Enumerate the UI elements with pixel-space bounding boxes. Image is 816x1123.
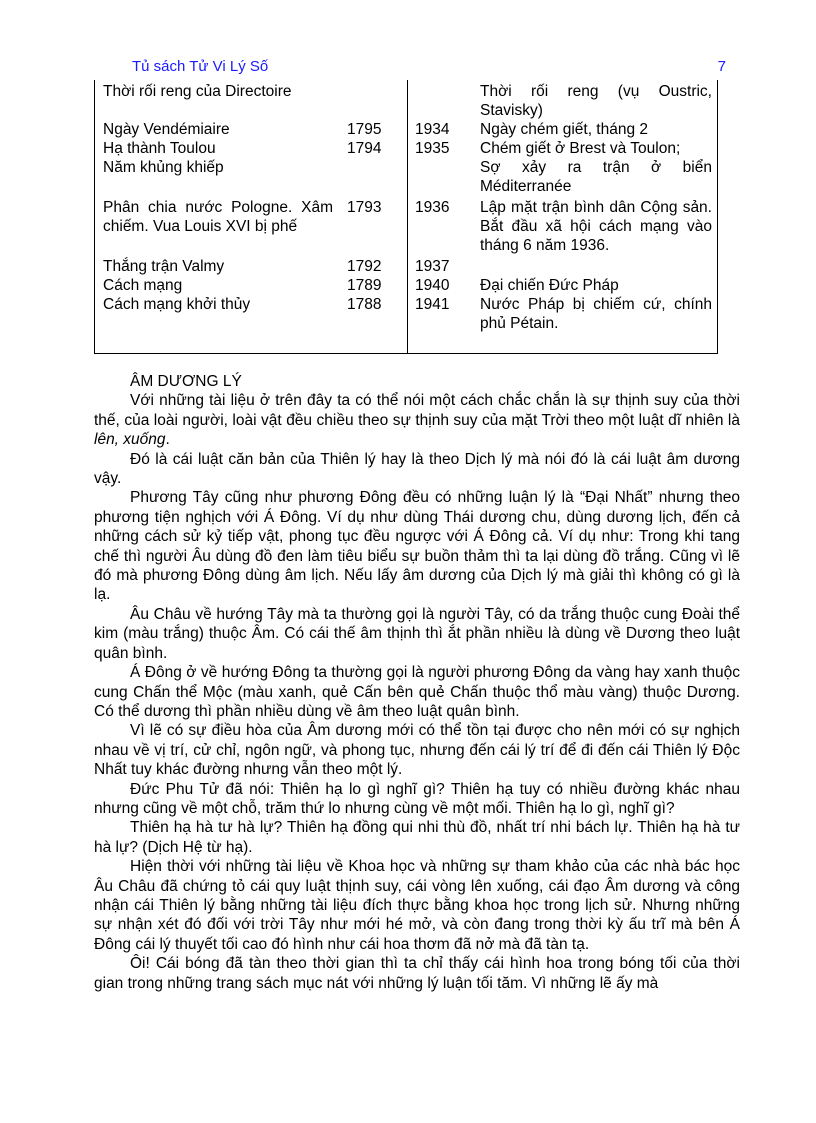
right-year: 1935 <box>415 140 450 157</box>
left-event: Thắng trận Valmy <box>103 258 225 275</box>
left-event: Phân chia nước Pologne. Xâm chiếm. Vua Louis XVI bị phế <box>103 199 333 235</box>
section-heading: ÂM DƯƠNG LÝ <box>130 373 242 390</box>
right-year: 1940 <box>415 277 450 294</box>
paragraph: Vì lẽ có sự điều hòa của Âm dương mới có thể tồn tại được cho nên mới có sự nghịch nhau về vị trí, cử chỉ, ngôn ngữ, và phong tục, nhưng đến cái lý trí để đi đến cái Thiên lý Độc Nhất tuy khác đường nhưng vẫn theo một lý. <box>94 722 740 779</box>
paragraph: Đức Phu Tử đã nói: Thiên hạ lo gì nghĩ gì? Thiên hạ tuy có nhiều đường khác nhau nhưng cũng về một chỗ, trăm thứ lo nhưng cùng về một mối. Thiên hạ lo gì, nghĩ gì? <box>94 780 740 817</box>
paragraph: Âu Châu về hướng Tây mà ta thường gọi là người Tây, có da trắng thuộc cung Đoài thể kim (màu trắng) thuộc Âm. Có cái thế âm thịnh thì ắt phần nhiều là dùng về Dương theo luật quân bình. <box>94 605 740 662</box>
paragraph-text: Với những tài liệu ở trên đây ta có thể nói một cách chắc chắn là sự thịnh suy của thời thế, của loài người, loài vật đều chiều theo sự thịnh suy của mặt Trời theo một luật dĩ nhiên là <box>94 392 740 429</box>
left-event: Ngày Vendémiaire <box>103 121 230 138</box>
emphasis-text: lên, xuống <box>94 431 166 449</box>
book-series-title: Tủ sách Tử Vi Lý Số <box>132 58 269 75</box>
page-header <box>132 58 726 78</box>
paragraph <box>94 391 740 449</box>
left-year: 1792 <box>347 258 382 275</box>
right-event: Sợ xảy ra trận ở biển Méditerranée <box>480 159 712 195</box>
right-year: 1941 <box>415 296 450 313</box>
left-year: 1795 <box>347 121 382 138</box>
right-event: Thời rối reng (vụ Oustric, Stavisky) <box>480 83 712 119</box>
right-year: 1937 <box>415 258 450 275</box>
left-event: Cách mạng khởi thủy <box>103 296 251 313</box>
right-year: 1936 <box>415 199 450 216</box>
left-year: 1794 <box>347 140 382 157</box>
right-event: Chém giết ở Brest và Toulon; <box>480 140 681 157</box>
paragraph: Đó là cái luật căn bản của Thiên lý hay là theo Dịch lý mà nói đó là cái luật âm dương vậy. <box>94 450 740 488</box>
right-event: Ngày chém giết, tháng 2 <box>480 121 649 138</box>
left-event: Thời rối reng của Directoire <box>103 83 292 100</box>
left-year: 1789 <box>347 277 382 294</box>
left-event: Hạ thành Toulou <box>103 140 216 157</box>
right-year: 1934 <box>415 121 450 138</box>
left-year: 1788 <box>347 296 382 313</box>
left-event: Cách mạng <box>103 277 183 294</box>
paragraph-text: . <box>165 431 170 449</box>
paragraph: Hiện thời với những tài liệu về Khoa học và những sự tham khảo của các nhà bác học Âu Châu đã chứng tỏ cái quy luật thịnh suy, cái vòng lên xuống, cái đạo Âm dương và công nhận cái Thiên lý bằng những tài liệu đích thực bằng khoa học trong lịch sử. Nhưng những sự nhận xét đó đối với trời Tây như mới hé mở, và còn đang trong thời kỳ ấu trĩ mà bên Á Đông cái lý thuyết tối cao đó hình như cái hoa thơm đã nở mà đã tàn tạ. <box>94 858 740 953</box>
left-event: Năm khủng khiếp <box>103 159 224 176</box>
paragraph: Ôi! Cái bóng đã tàn theo thời gian thì ta chỉ thấy cái hình hoa trong bóng tối của thời gian trong những trang sách mục nát với những lý luận tối tăm. Vì những lẽ ấy mà <box>94 955 740 992</box>
right-event: Lập mặt trận bình dân Cộng sản. Bắt đầu xã hội cách mạng vào tháng 6 năm 1936. <box>480 199 712 254</box>
timeline-table <box>94 80 718 354</box>
body-text <box>94 372 740 993</box>
right-event: Đại chiến Đức Pháp <box>480 277 619 294</box>
paragraph: Thiên hạ hà tư hà lự? Thiên hạ đồng qui nhi thù đồ, nhất trí nhi bách lự. Thiên hạ hà tư hà lự? (Dịch Hệ từ hạ). <box>94 819 740 856</box>
paragraph: Á Đông ở về hướng Đông ta thường gọi là người phương Đông da vàng hay xanh thuộc cung Chấn thể Mộc (màu xanh, quẻ Cấn bên quẻ Chấn thuộc thổ màu vàng) thuộc Dương. Có thể dương thì phần nhiều dùng về âm theo luật quân bình. <box>94 664 740 720</box>
left-year: 1793 <box>347 199 382 216</box>
page-number: 7 <box>717 58 726 75</box>
right-event: Nước Pháp bị chiếm cứ, chính phủ Pétain. <box>480 296 712 332</box>
table-divider <box>407 80 408 354</box>
paragraph: Phương Tây cũng như phương Đông đều có những luận lý là “Đại Nhất” nhưng theo phương tiện nghịch với Á Đông. Ví dụ như dùng Thái dương chu, dùng dương lịch, đến cả những cách sử kỷ tiếp vật, phong tục đều ngược với Á Đông cả. Ví dụ như: Trong khi tang chế thì người Âu dùng đồ đen làm tiêu biểu sự buồn thảm thì ta lại dùng đồ trắng. Cũng vì lẽ đó mà phương Đông dùng âm lịch. Nếu lấy âm dương của Dịch lý mà giải thì không có gì là lạ. <box>94 489 740 604</box>
